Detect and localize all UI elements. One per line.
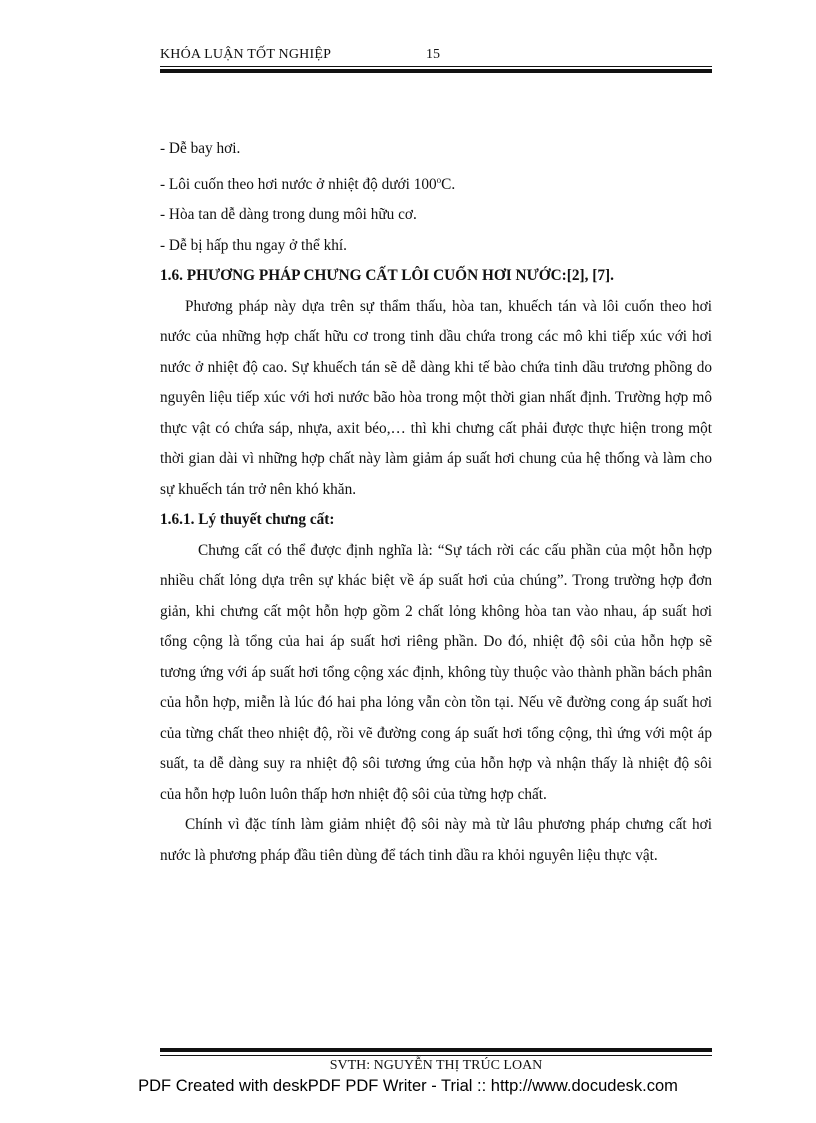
header-rule-thin	[160, 66, 712, 67]
bullet-absorbed: - Dễ bị hấp thu ngay ở thể khí.	[160, 236, 347, 254]
header-rule-thick	[160, 69, 712, 73]
page-number: 15	[426, 47, 440, 62]
bullet-volatile: - Dễ bay hơi.	[160, 140, 241, 157]
bullet-steam-unit: C.	[441, 175, 456, 193]
header-title: KHÓA LUẬN TỐT NGHIỆP	[160, 47, 332, 62]
section-heading: 1.6. PHƯƠNG PHÁP CHƯNG CẤT LÔI CUỐN HƠI NƯỚC:[2], [7].	[160, 267, 614, 285]
bullet-steam-entrainment	[160, 165, 712, 201]
page-content	[160, 134, 712, 871]
footer-rule-thick	[160, 1048, 712, 1052]
pdf-watermark: PDF Created with deskPDF PDF Writer - Trial :: http://www.docudesk.com	[138, 1077, 678, 1095]
degree-superscript: o	[436, 174, 442, 185]
bullet-soluble: - Hòa tan dễ dàng trong dung môi hữu cơ.	[160, 206, 417, 224]
paragraph-method: Phương pháp này dựa trên sự thẩm thấu, hòa tan, khuếch tán và lôi cuốn theo hơi nước của những hợp chất hữu cơ trong tinh dầu chứa trong các mô khi tiếp xúc với hơi nước ở nhiệt độ cao. Sự khuếch tán sẽ dễ dàng khi tế bào chứa tinh dầu trương phồng do nguyên liệu tiếp xúc với hơi nước bão hòa trong một thời gian nhất định. Trường hợp mô thực vật có chứa sáp, nhựa, axit béo,… thì khi chưng cất phải được thực hiện trong một thời gian dài vì những hợp chất này làm giảm áp suất hơi chung của hệ thống và làm cho sự khuếch tán trở nên khó khăn.	[160, 297, 712, 498]
bullet-steam-text: - Lôi cuốn theo hơi nước ở nhiệt độ dưới 100	[160, 175, 437, 193]
footer-author: SVTH: NGUYỄN THỊ TRÚC LOAN	[329, 1058, 543, 1073]
paragraph-conclusion: Chính vì đặc tính làm giảm nhiệt độ sôi này mà từ lâu phương pháp chưng cất hơi nước là phương pháp đầu tiên dùng để tách tinh dầu ra khỏi nguyên liệu thực vật.	[160, 816, 712, 864]
paragraph-theory: Chưng cất có thể được định nghĩa là: “Sự tách rời các cấu phần của một hỗn hợp nhiều chất lỏng dựa trên sự khác biệt về áp suất hơi của chúng”. Trong trường hợp đơn giản, khi chưng cất một hỗn hợp gồm 2 chất lỏng không hòa tan vào nhau, áp suất hơi tổng cộng là tổng của hai áp suất hơi riêng phần. Do đó, nhiệt độ sôi của hỗn hợp sẽ tương ứng với áp suất hơi tổng cộng xác định, không tùy thuộc vào thành phần bách phân của hỗn hợp, miễn là lúc đó hai pha lỏng vẫn còn tồn tại. Nếu vẽ đường cong áp suất hơi của từng chất theo nhiệt độ, rồi vẽ đường cong áp suất hơi tổng cộng, thì ứng với một áp suất, ta dễ dàng suy ra nhiệt độ sôi tương ứng của hỗn hợp và nhận thấy là nhiệt độ sôi của hỗn hợp luôn luôn thấp hơn nhiệt độ sôi của từng hợp chất.	[160, 541, 712, 803]
subsection-heading: 1.6.1. Lý thuyết chưng cất:	[160, 511, 335, 529]
footer-rule-thin	[160, 1055, 712, 1056]
